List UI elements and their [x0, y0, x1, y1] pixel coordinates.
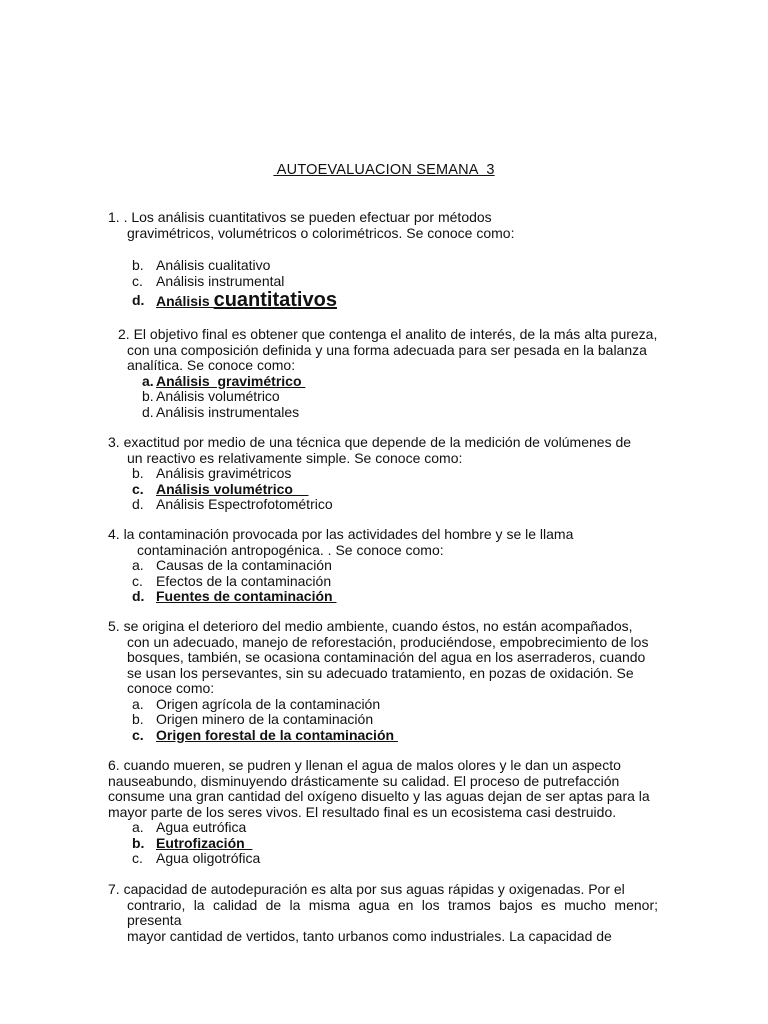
question-5 [108, 619, 658, 743]
question-1-text-cont: gravimétricos, volumétricos o colorimétricos. Se conoce como: [127, 224, 515, 241]
question-3 [108, 435, 658, 513]
question-6-text: 6. cuando mueren, se pudren y llenan el agua de malos olores y le dan un aspecto [108, 757, 621, 773]
question-2 [118, 327, 658, 420]
question-7-text-cont2: mayor cantidad de vertidos, tanto urbanos como industriales. La capacidad de [127, 927, 612, 944]
question-3-text: 3. exactitud por medio de una técnica que depende de la medición de volúmenes de [108, 434, 632, 450]
question-4-text-cont: contaminación antropogénica. . Se conoce como: [137, 541, 444, 558]
question-3-text-cont: un reactivo es relativamente simple. Se conoce como: [127, 449, 463, 466]
question-7 [108, 882, 658, 944]
option-6c: c. Agua oligotrófica [132, 850, 261, 866]
option-6a: a. Agua eutrófica [132, 819, 247, 835]
question-5-text: 5. se origina el deterioro del medio ambiente, cuando éstos, no están acompañados, [108, 618, 633, 634]
option-2a-correct: a. Análisis gravimétrico [142, 372, 306, 389]
question-7-text-cont: contrario, la calidad de la misma agua en los tramos bajos es mucho menor; presenta [127, 896, 658, 928]
question-1 [108, 210, 658, 312]
question-5-text-cont4: conoce como: [127, 680, 215, 696]
option-5a: a. Origen agrícola de la contaminación [132, 695, 381, 712]
option-1c: c. Análisis instrumental [132, 272, 285, 289]
question-4-text: 4. la contaminación provocada por las actividades del hombre y se le llama [108, 526, 574, 542]
question-4 [108, 527, 658, 605]
option-3d: d. Análisis Espectrofotométrico [132, 496, 333, 512]
option-3b: b. Análisis gravimétricos [132, 465, 292, 481]
option-3c-correct: c. Análisis volumétrico [132, 480, 309, 497]
option-4c: c. Efectos de la contaminación [132, 572, 332, 589]
option-5b: b. Origen minero de la contaminación [132, 711, 374, 727]
option-6b-correct: b. Eutrofización [132, 834, 253, 851]
question-6-text-cont3: mayor parte de los seres vivos. El resultado final es un ecosistema casi destruido. [108, 803, 617, 820]
question-6-text-cont: nauseabundo, disminuyendo drásticamente su calidad. El proceso de putrefacción [108, 772, 620, 789]
option-1d-correct: d. Análisis cuantitativos [132, 289, 337, 311]
option-4a: a. Causas de la contaminación [132, 557, 332, 573]
page-title: AUTOEVALUACION SEMANA 3 [273, 162, 495, 178]
option-4d-correct: d. Fuentes de contaminación [132, 588, 337, 604]
question-5-text-cont3: se usan los persevantes, sin su adecuado tratamiento, en pozas de oxidación. Se [127, 664, 634, 681]
option-2b: b. Análisis volumétrico [142, 388, 280, 404]
question-6 [108, 758, 658, 867]
question-7-text: 7. capacidad de autodepuración es alta por sus aguas rápidas y oxigenadas. Por el [108, 881, 625, 897]
question-6-text-cont2: consume una gran cantidad del oxígeno disuelto y las aguas dejan de ser aptas para la [108, 788, 650, 804]
question-2-text-cont2: analítica. Se conoce como: [127, 357, 296, 373]
question-2-text-cont: con una composición definida y una forma adecuada para ser pesada en la balanza [127, 341, 647, 358]
option-2d: d. Análisis instrumentales [142, 403, 300, 420]
question-2-text: 2. El objetivo final es obtener que contenga el analito de interés, de la más alta pureza, [118, 326, 658, 342]
option-1b: b. Análisis cualitativo [132, 257, 271, 273]
option-5c-correct: c. Origen forestal de la contaminación [132, 726, 398, 743]
question-5-text-cont2: bosques, también, se ocasiona contaminación del agua en los aserraderos, cuando [127, 649, 646, 665]
question-5-text-cont: con un adecuado, manejo de reforestación, produciéndose, empobrecimiento de los [127, 633, 649, 650]
question-1-text: 1. . Los análisis cuantitativos se pueden efectuar por métodos [108, 209, 492, 225]
